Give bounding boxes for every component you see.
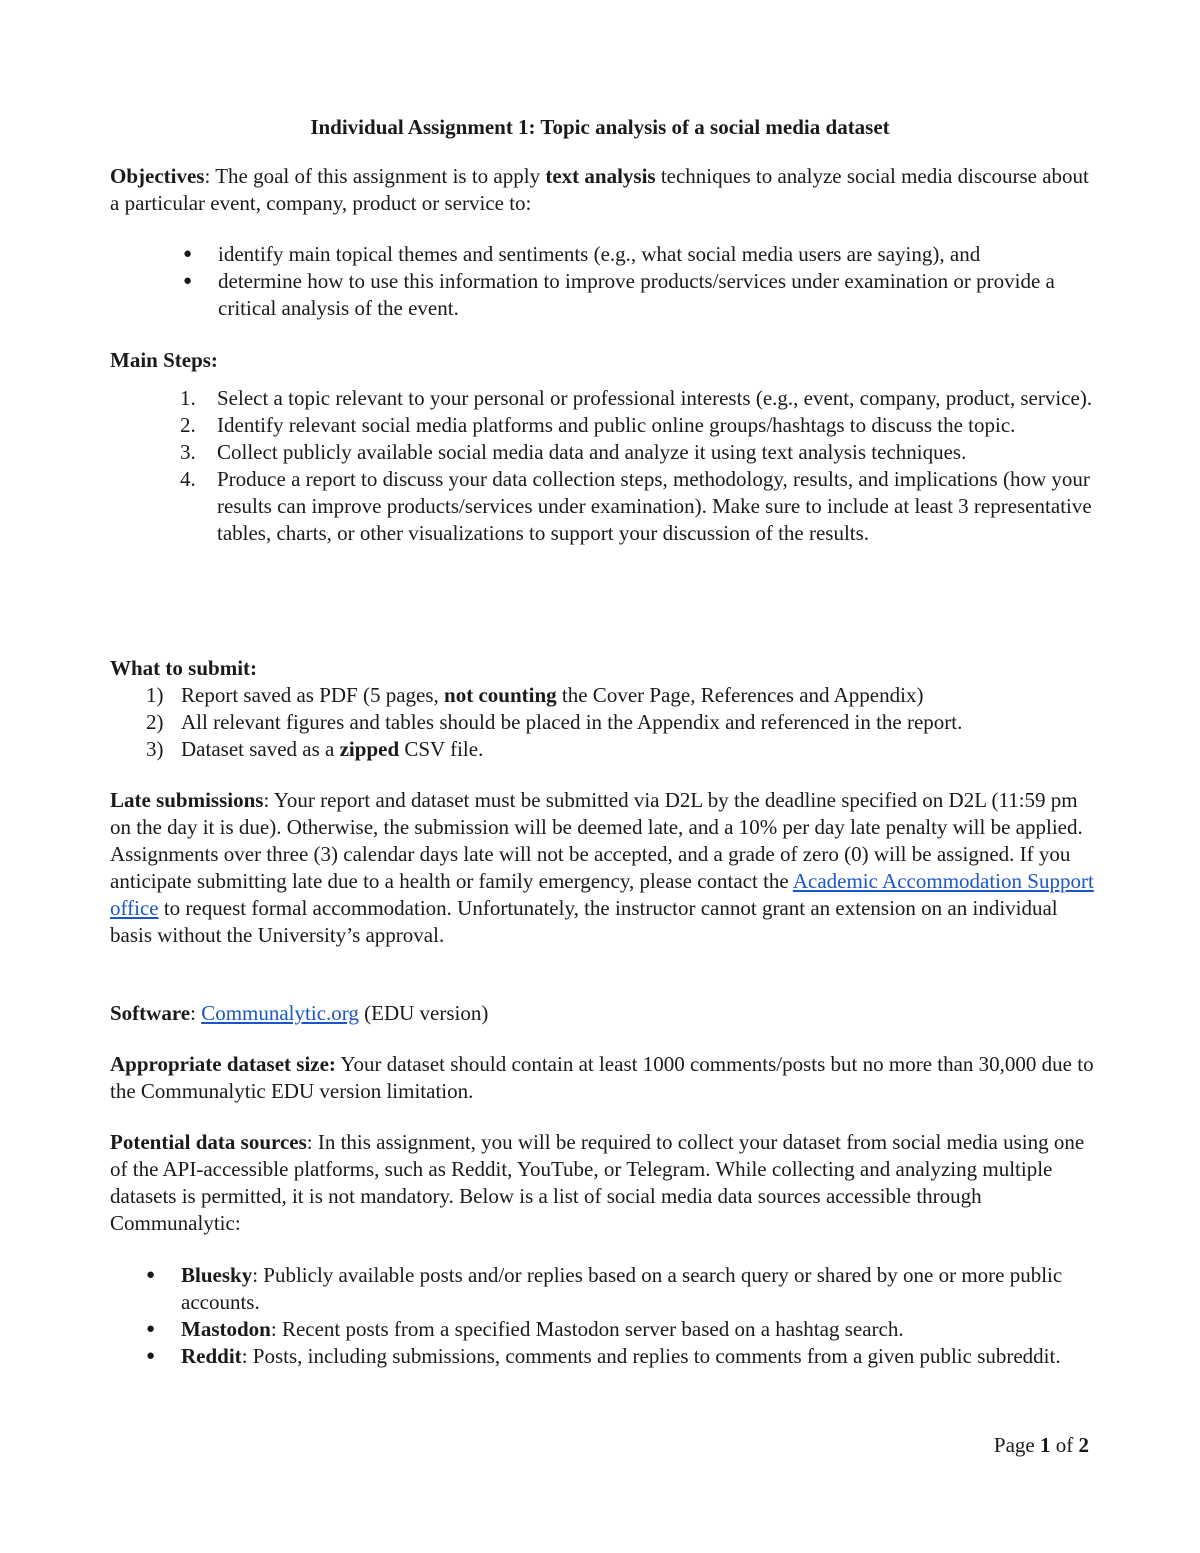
bullet-icon: ● — [183, 246, 193, 262]
list-item: 3. Collect publicly available social media data and analyze it using text analysis techniques. — [180, 440, 967, 464]
late-submissions-label: Late submissions — [110, 788, 264, 812]
list-item: ● Bluesky: Publicly available posts and/or replies based on a search query or shared by one or more public accounts. — [146, 1263, 1063, 1314]
bullet-icon: ● — [146, 1348, 156, 1364]
list-item: 4. Produce a report to discuss your data collection steps, methodology, results, and implications (how your results can improve products/services under examination). Make sure to include at least 3 representative tables, charts, or other visualizations to support your discussion of the results. — [180, 467, 1092, 545]
bullet-icon: ● — [146, 1267, 156, 1283]
objectives-label: Objectives — [110, 164, 205, 188]
data-sources-label: Potential data sources — [110, 1130, 307, 1154]
list-item: ● Reddit: Posts, including submissions, comments and replies to comments from a given public subreddit. — [146, 1344, 1061, 1368]
document-title: Individual Assignment 1: Topic analysis of a social media dataset — [310, 115, 890, 139]
list-item: 2) All relevant figures and tables should be placed in the Appendix and referenced in the report. — [146, 710, 963, 734]
bullet-icon: ● — [183, 273, 193, 289]
list-item: 1) Report saved as PDF (5 pages, not counting the Cover Page, References and Appendix) — [146, 683, 924, 707]
software-label: Software — [110, 1001, 191, 1025]
dataset-size-label: Appropriate dataset size: — [110, 1052, 336, 1076]
objectives-paragraph: Objectives: The goal of this assignment is to apply text analysis techniques to analyze social media discourse about a particular event, company, product or service to: — [110, 164, 1089, 215]
what-to-submit-heading: What to submit: — [110, 656, 258, 680]
list-item: ● determine how to use this information to improve products/services under examination or provide a critical analysis of the event. — [183, 269, 1055, 320]
main-steps-heading: Main Steps: — [110, 348, 218, 372]
data-sources-list — [110, 1262, 1100, 1370]
list-item: ● Mastodon: Recent posts from a specified Mastodon server based on a hashtag search. — [146, 1317, 904, 1341]
page-number: Page 1 of 2 — [993, 1433, 1089, 1457]
bullet-icon: ● — [146, 1321, 156, 1337]
list-item: ● identify main topical themes and sentiments (e.g., what social media users are saying), and — [183, 242, 981, 266]
late-submissions-paragraph: Late submissions: Your report and dataset must be submitted via D2L by the deadline specified on D2L (11:59 pm on the day it is due). Otherwise, the submission will be deemed late, and a 10% per day late penalty will be applied. Assignments over three (3) calendar days late will not be accepted, and a grade of zero (0) will be assigned. If you anticipate submitting late due to a health or family emergency, please contact the Academic Accommodation Support office to request formal accommodation. Unfortunately, the instructor cannot grant an extension on an individual basis without the University’s approval. — [110, 788, 1094, 947]
communalytic-link[interactable]: Communalytic.org — [201, 1001, 359, 1025]
dataset-size-section: Appropriate dataset size: Your dataset should contain at least 1000 comments/posts but no more than 30,000 due to the Communalytic EDU version limitation. — [110, 1052, 1094, 1103]
list-item: 1. Select a topic relevant to your personal or professional interests (e.g., event, company, product, service). — [180, 386, 1093, 410]
list-item: 2. Identify relevant social media platforms and public online groups/hashtags to discuss the topic. — [180, 413, 1016, 437]
software-section: Software: Communalytic.org (EDU version) — [110, 1001, 489, 1025]
data-sources-section: Potential data sources: In this assignment, you will be required to collect your dataset from social media using one of the API-accessible platforms, such as Reddit, YouTube, or Telegram. While collecting and analyzing multiple datasets is permitted, it is not mandatory. Below is a list of social media data sources accessible through Communalytic: — [110, 1130, 1085, 1235]
accommodation-office-link[interactable]: Academic Accommodation Support office — [110, 869, 1094, 920]
main-steps-list — [110, 385, 1100, 547]
what-to-submit-list — [110, 682, 1100, 763]
list-item: 3) Dataset saved as a zipped CSV file. — [146, 737, 484, 761]
objectives-emphasis: text analysis — [545, 164, 656, 188]
objectives-bullet-list — [110, 241, 1100, 322]
objectives-section — [110, 163, 1100, 217]
late-submissions-section — [110, 787, 1100, 949]
